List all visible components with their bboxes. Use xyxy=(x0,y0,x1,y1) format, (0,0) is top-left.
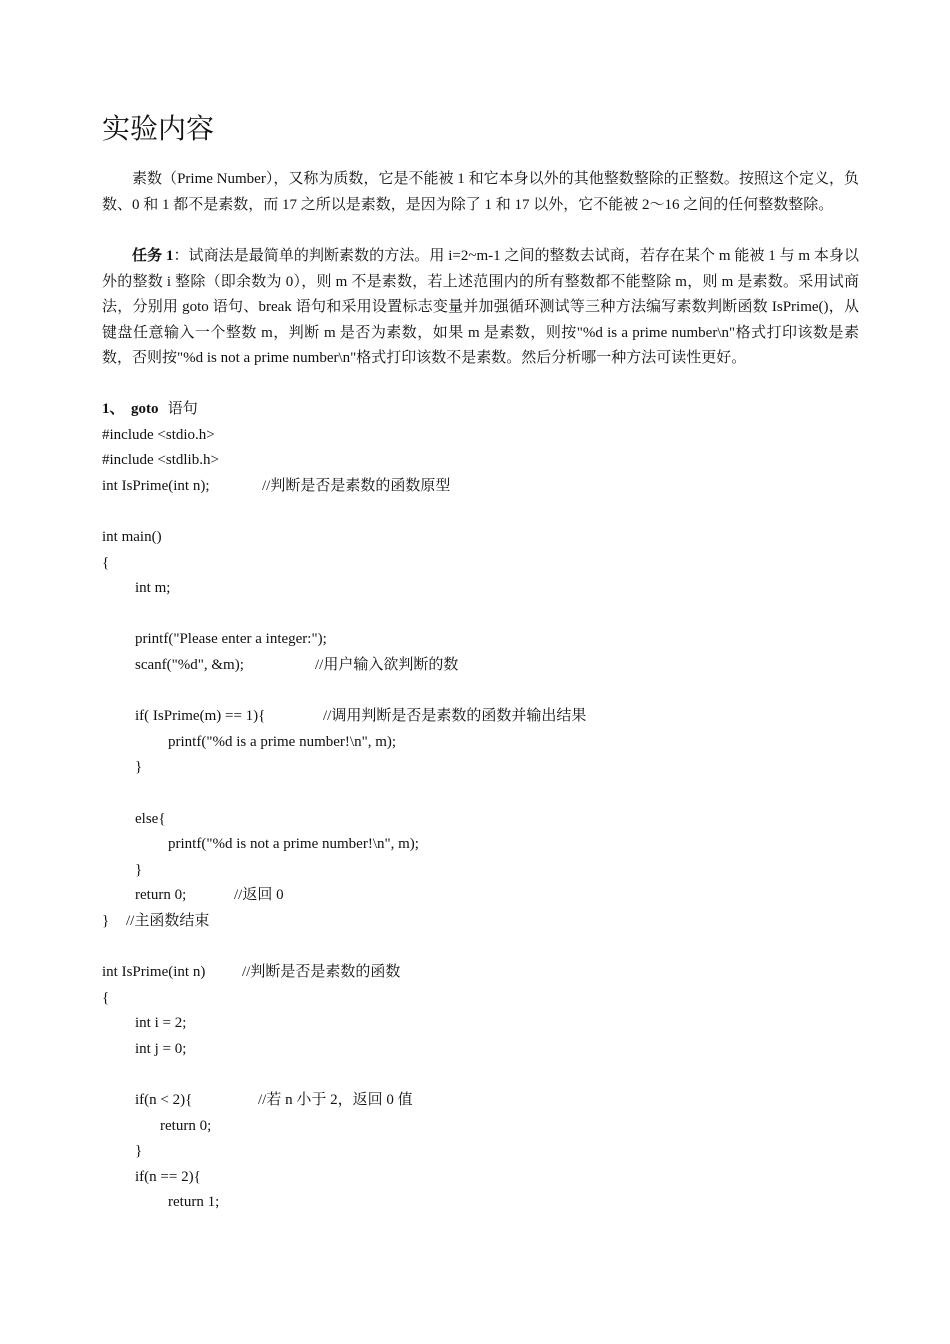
code-text: if( IsPrime(m) == 1){ xyxy=(135,708,266,725)
section-heading: 实验内容 xyxy=(102,114,215,145)
blank-line xyxy=(102,602,859,628)
code-line xyxy=(102,1139,859,1165)
code-text: int main() xyxy=(102,528,162,545)
code-line xyxy=(102,755,859,781)
code-line xyxy=(102,1165,859,1191)
code-text: scanf("%d", &m); xyxy=(135,656,244,673)
code-line xyxy=(102,423,859,449)
blank-line xyxy=(102,934,859,960)
code-text: printf("%d is a prime number!\n", m); xyxy=(168,733,397,750)
code-line xyxy=(102,474,859,500)
code-text: printf("%d is not a prime number!\n", m); xyxy=(168,836,419,853)
code-line xyxy=(102,525,859,551)
code-text: #include <stdlib.h> xyxy=(102,452,219,469)
code-line xyxy=(102,960,859,986)
task-label: 任务 1 xyxy=(132,248,174,264)
code-text: int m; xyxy=(135,580,171,597)
code-text: } xyxy=(102,912,110,929)
section-keyword: goto xyxy=(131,401,159,417)
code-text: } xyxy=(135,1143,143,1160)
code-line xyxy=(102,704,859,730)
blank-line xyxy=(102,781,859,807)
code-text: else{ xyxy=(135,810,166,827)
code-text: } xyxy=(135,759,143,776)
code-line xyxy=(102,832,859,858)
section-number: 1、 xyxy=(102,401,125,417)
code-line xyxy=(102,1011,859,1037)
code-text: } xyxy=(135,861,143,878)
code-line xyxy=(102,1190,859,1216)
task-paragraph xyxy=(102,244,859,372)
code-text: int i = 2; xyxy=(135,1015,187,1032)
code-line xyxy=(102,627,859,653)
code-comment: //判断是否是素数的函数 xyxy=(242,964,401,981)
code-text: return 0; xyxy=(135,887,187,904)
code-listing xyxy=(102,397,859,1216)
code-line xyxy=(102,1114,859,1140)
code-comment: //判断是否是素数的函数原型 xyxy=(262,477,451,494)
blank-line xyxy=(102,679,859,705)
code-comment: //调用判断是否是素数的函数并输出结果 xyxy=(323,708,587,725)
code-text: if(n < 2){ xyxy=(135,1092,193,1109)
code-line xyxy=(102,653,859,679)
blank-line xyxy=(102,1062,859,1088)
section-suffix: 语句 xyxy=(164,401,198,417)
intro-paragraph xyxy=(102,167,859,218)
section-subheading xyxy=(102,397,859,423)
code-text: int IsPrime(int n) xyxy=(102,964,206,981)
code-text: if(n == 2){ xyxy=(135,1168,201,1185)
intro-text: 素数（Prime Number），又称为质数，它是不能被 1 和它本身以外的其他整数整除的正整数。按照这个定义，负数、0 和 1 都不是素数，而 17 之所以是素数，是因为除了 1 和 17 以外，它不能被 2～16 之间的任何整数整除。 xyxy=(102,171,859,213)
code-text: return 0; xyxy=(160,1117,212,1134)
code-text: { xyxy=(102,989,110,1006)
code-line xyxy=(102,448,859,474)
code-line xyxy=(102,986,859,1012)
code-line xyxy=(102,551,859,577)
code-comment: //若 n 小于 2，返回 0 值 xyxy=(258,1092,413,1109)
code-line xyxy=(102,730,859,756)
code-comment: //用户输入欲判断的数 xyxy=(315,656,459,673)
task-text: ：试商法是最简单的判断素数的方法。用 i=2~m-1 之间的整数去试商，若存在某个 m 能被 1 与 m 本身以外的整数 i 整除（即余数为 0），则 m 不是素数，若上述范围内的所有整数都不能整除 m，则 m 是素数。采用试商法，分别用 goto 语句、break 语句和采用设置标志变量并加强循环测试等三种方法编写素数判断函数 IsPrime()，从键盘任意输入一个整数 m，判断 m 是否为素数，如果 m 是素数，则按"%d is a prime number\n"格式打印该数是素数，否则按"%d is not a prime number\n"格式打印该数不是素数。然后分析哪一种方法可读性更好。 xyxy=(102,248,859,367)
code-text: int j = 0; xyxy=(135,1040,187,1057)
code-line xyxy=(102,1088,859,1114)
code-comment: //主函数结束 xyxy=(126,912,210,929)
code-line xyxy=(102,883,859,909)
blank-line xyxy=(102,499,859,525)
code-text: { xyxy=(102,554,110,571)
code-line xyxy=(102,1037,859,1063)
code-text: #include <stdio.h> xyxy=(102,426,215,443)
code-line xyxy=(102,909,859,935)
code-line xyxy=(102,807,859,833)
code-line xyxy=(102,858,859,884)
code-text: printf("Please enter a integer:"); xyxy=(135,631,327,648)
code-text: return 1; xyxy=(168,1194,220,1211)
code-text: int IsPrime(int n); xyxy=(102,477,210,494)
code-line xyxy=(102,576,859,602)
code-comment: //返回 0 xyxy=(234,887,284,904)
